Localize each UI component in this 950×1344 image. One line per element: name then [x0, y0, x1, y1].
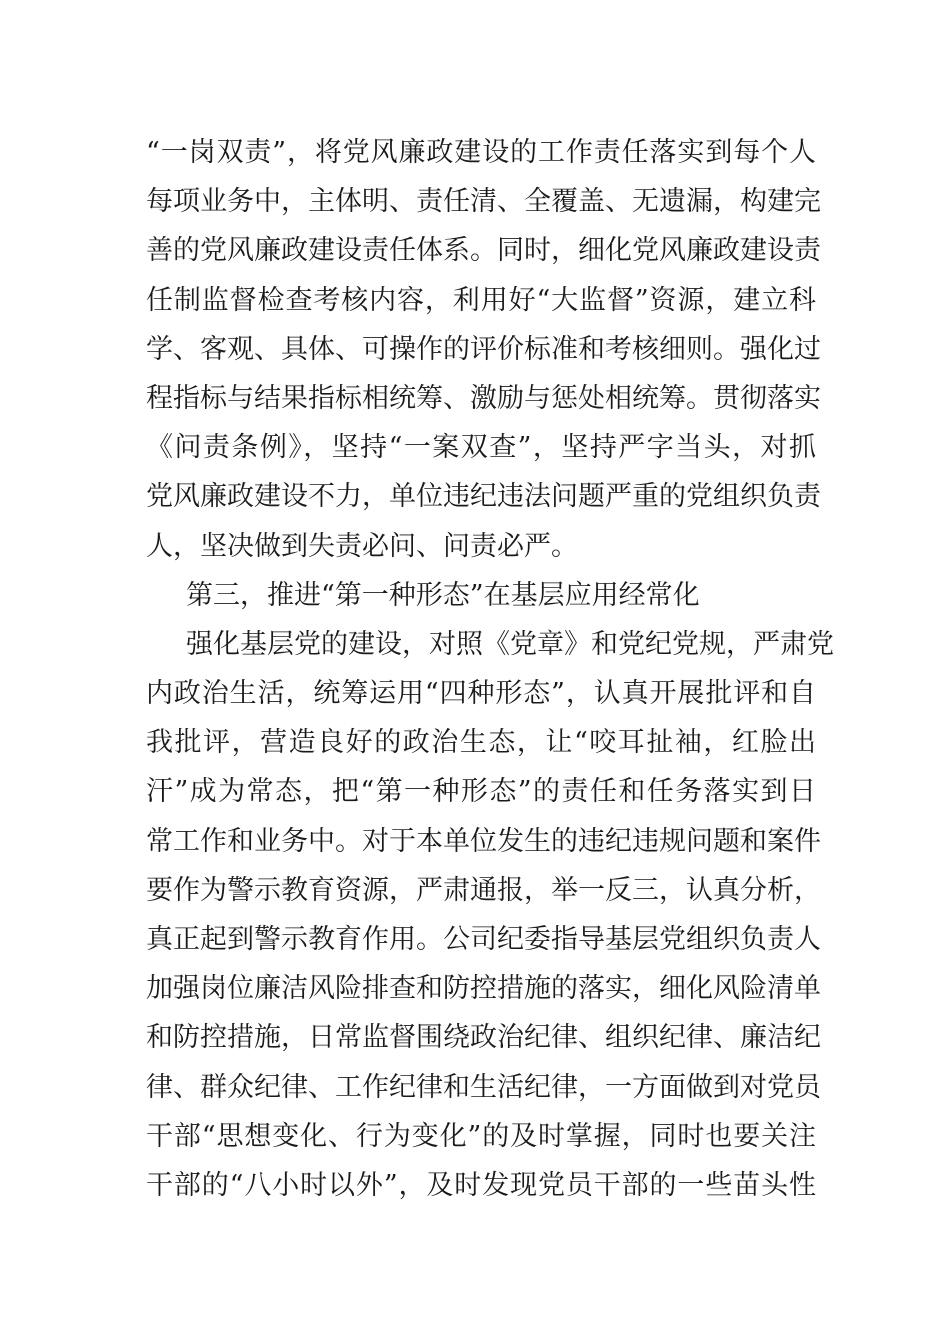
text-line: 律、群众纪律、工作纪律和生活纪律，一方面做到对党员 [146, 1071, 821, 1103]
text-line: 善的党风廉政建设责任体系。同时，细化党风廉政建设责 [146, 235, 821, 267]
text-line: 汗”成为常态，把“第一种形态”的责任和任务落实到日 [146, 776, 816, 808]
text-line: 《问责条例》，坚持“一案双查”，坚持严字当头，对抓 [146, 432, 816, 464]
text-line: 党风廉政建设不力，单位违纪违法问题严重的党组织负责 [146, 481, 821, 513]
text-line: 真正起到警示教育作用。公司纪委指导基层党组织负责人 [146, 924, 821, 955]
text-line: 内政治生活，统筹运用“四种形态”，认真开展批评和自 [146, 678, 816, 710]
text-line: “一岗双责”，将党风廉政建设的工作责任落实到每个人 [146, 137, 816, 168]
text-line: 要作为警示教育资源，严肃通报，举一反三，认真分析， [146, 874, 821, 906]
text-line: 每项业务中，主体明、责任清、全覆盖、无遗漏，构建完 [146, 186, 821, 218]
text-line: 常工作和业务中。对于本单位发生的违纪违规问题和案件 [146, 825, 821, 857]
document-body [146, 128, 834, 1210]
text-line: 人，坚决做到失责必问、问责必严。 [146, 530, 578, 562]
text-line: 任制监督检查考核内容，利用好“大监督”资源，建立科 [146, 284, 816, 316]
text-line: 干部的“八小时以外”，及时发现党员干部的一些苗头性 [146, 1169, 816, 1201]
text-line: 我批评，营造良好的政治生态，让“咬耳扯袖，红脸出 [146, 727, 816, 759]
text-line: 强化基层党的建设，对照《党章》和党纪党规，严肃党 [186, 628, 834, 660]
section-heading: 第三，推进“第一种形态”在基层应用经常化 [186, 579, 700, 611]
text-line: 学、客观、具体、可操作的评价标准和考核细则。强化过 [146, 333, 821, 365]
text-line: 干部“思想变化、行为变化”的及时掌握，同时也要关注 [146, 1120, 816, 1152]
text-line: 加强岗位廉洁风险排查和防控措施的落实，细化风险清单 [146, 973, 821, 1005]
text-line: 和防控措施，日常监督围绕政治纪律、组织纪律、廉洁纪 [146, 1022, 821, 1054]
text-line: 程指标与结果指标相统筹、激励与惩处相统筹。贯彻落实 [146, 382, 821, 414]
